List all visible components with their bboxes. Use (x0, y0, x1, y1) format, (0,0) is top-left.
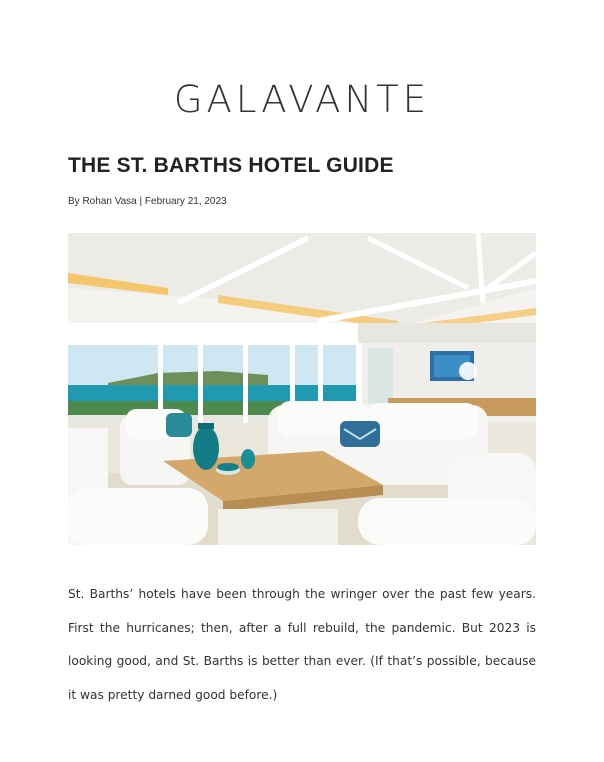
article-paragraph: St. Barths’ hotels have been through the wringer over the past few years. First the hurricanes; then, after a full rebuild, the pandemic. But 2023 is looking good, and St. Barths is better than ever. (If that’s possible, because it was pretty darned good before.) (68, 587, 536, 702)
article-title: THE ST. BARTHS HOTEL GUIDE (68, 154, 394, 177)
hero-image (68, 233, 536, 545)
hero-photo-illustration (68, 233, 536, 545)
site-logo[interactable]: GALAVANTE (173, 78, 431, 121)
article-byline: By Rohan Vasa | February 21, 2023 (68, 196, 227, 207)
